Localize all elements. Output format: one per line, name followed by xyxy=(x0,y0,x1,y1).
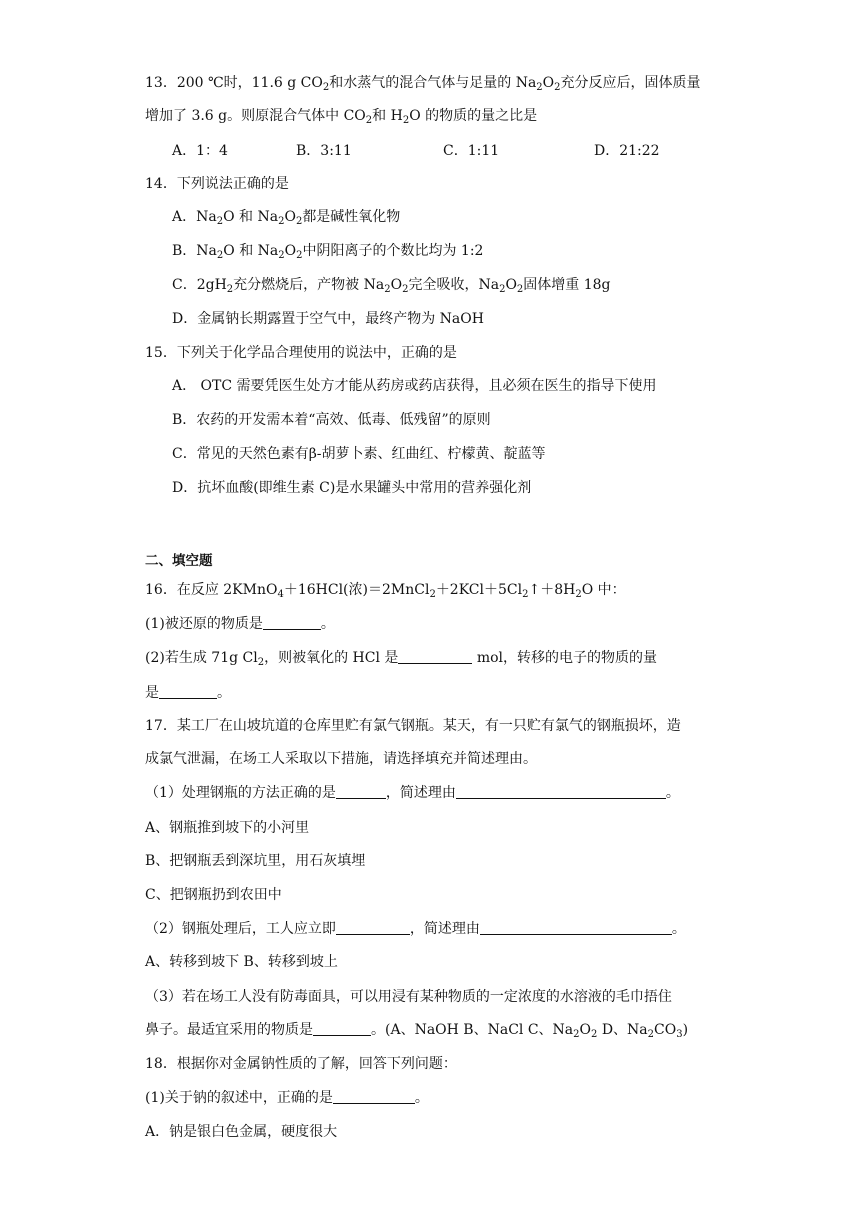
q17-line2: 成氯气泄漏，在场工人采取以下措施，请选择填充并简述理由。 xyxy=(145,751,537,767)
q17-part2-options: A、转移到坡下 B、转移到坡上 xyxy=(145,954,338,970)
q17-part3-line1: （3）若在场工人没有防毒面具，可以用浸有某种物质的一定浓度的水溶液的毛巾捂住 xyxy=(145,989,672,1005)
q14-option-a: A．$Na_2O$ 和 $Na_2O_2$都是碱性氧化物 xyxy=(172,209,401,227)
q17-option-a: A、钢瓶推到坡下的小河里 xyxy=(145,820,310,836)
q13-option-c: C．1:11 xyxy=(443,143,500,159)
answer-blank[interactable] xyxy=(313,1020,371,1036)
q17-line1: 17．某工厂在山坡坑道的仓库里贮有氯气钢瓶。某天，有一只贮有氯气的钢瓶损坏，造 xyxy=(145,718,681,734)
q17-part3-line2: 鼻子。最适宜采用的物质是 。(A、NaOH B、NaCl C、$Na_2O_2$ D、$Na_2CO_3$) xyxy=(145,1022,689,1040)
q13-option-a: A．1：4 xyxy=(172,143,228,159)
q14-option-b: B．$Na_2O$ 和 $Na_2O_2$中阴阳离子的个数比均为 1:2 xyxy=(172,243,484,261)
q17-part1: （1）处理钢瓶的方法正确的是 ，简述理由 。 xyxy=(145,785,680,801)
answer-blank[interactable] xyxy=(263,614,321,630)
answer-blank[interactable] xyxy=(333,1088,415,1104)
answer-blank[interactable] xyxy=(159,683,217,699)
q13-line2: 增加了 3.6 g。则原混合气体中 $CO_2$和 $H_2O$ 的物质的量之比是 xyxy=(145,108,538,126)
q15-option-a: A． OTC 需要凭医生处方才能从药房或药店获得，且必须在医生的指导下使用 xyxy=(172,378,657,394)
q16-part1: (1)被还原的物质是 。 xyxy=(145,616,335,632)
q16-stem: 16．在反应 2KMnO$_4$＋16HCl(浓)$=2MnCl_2+2KCl+5Cl_2↑+8H_2O$ 中： xyxy=(145,582,626,600)
q17-part2: （2）钢瓶处理后，工人应立即 ，简述理由 。 xyxy=(145,921,686,937)
q16-part2: (2)若生成 71g $Cl_2$，则被氧化的 HCl 是 mol，转移的电子的物质的量 xyxy=(145,650,658,668)
q13-option-d: D．21:22 xyxy=(594,143,660,159)
answer-blank[interactable] xyxy=(336,919,410,935)
q17-option-b: B、把钢瓶丢到深坑里，用石灰填埋 xyxy=(145,853,366,869)
answer-blank[interactable] xyxy=(398,648,472,664)
q14-option-d: D．金属钠长期露置于空气中，最终产物为 NaOH xyxy=(172,311,484,327)
reason-blank[interactable] xyxy=(480,919,672,935)
section-title: 二、填空题 xyxy=(145,553,213,569)
q16-part2-cont: 是 。 xyxy=(145,685,231,701)
q14-option-c: C．$2gH_2$充分燃烧后，产物被 $Na_2O_2$完全吸收，$Na_2O_2$固体增重 18g xyxy=(172,277,611,295)
q18-stem: 18．根据你对金属钠性质的了解，回答下列问题： xyxy=(145,1056,457,1072)
q15-stem: 15．下列关于化学品合理使用的说法中，正确的是 xyxy=(145,345,457,361)
q13-option-b: B．3:11 xyxy=(296,143,352,159)
q15-option-c: C．常见的天然色素有β-胡萝卜素、红曲红、柠檬黄、靛蓝等 xyxy=(172,446,546,462)
reason-blank[interactable] xyxy=(456,783,666,799)
q18-option-a: A．钠是银白色金属，硬度很大 xyxy=(145,1124,338,1140)
q18-part1: (1)关于钠的叙述中，正确的是 。 xyxy=(145,1090,429,1106)
answer-blank[interactable] xyxy=(336,783,386,799)
q13-line1: 13．200 ℃时，11.6 g $CO_2$和水蒸气的混合气体与足量的 $Na_2O_2$充分反应后，固体质量 xyxy=(145,75,701,93)
q14-stem: 14．下列说法正确的是 xyxy=(145,176,289,192)
q15-option-d: D．抗坏血酸(即维生素 C)是水果罐头中常用的营养强化剂 xyxy=(172,480,532,496)
q17-option-c: C、把钢瓶扔到农田中 xyxy=(145,887,282,903)
q15-option-b: B．农药的开发需本着“高效、低毒、低残留”的原则 xyxy=(172,412,491,428)
